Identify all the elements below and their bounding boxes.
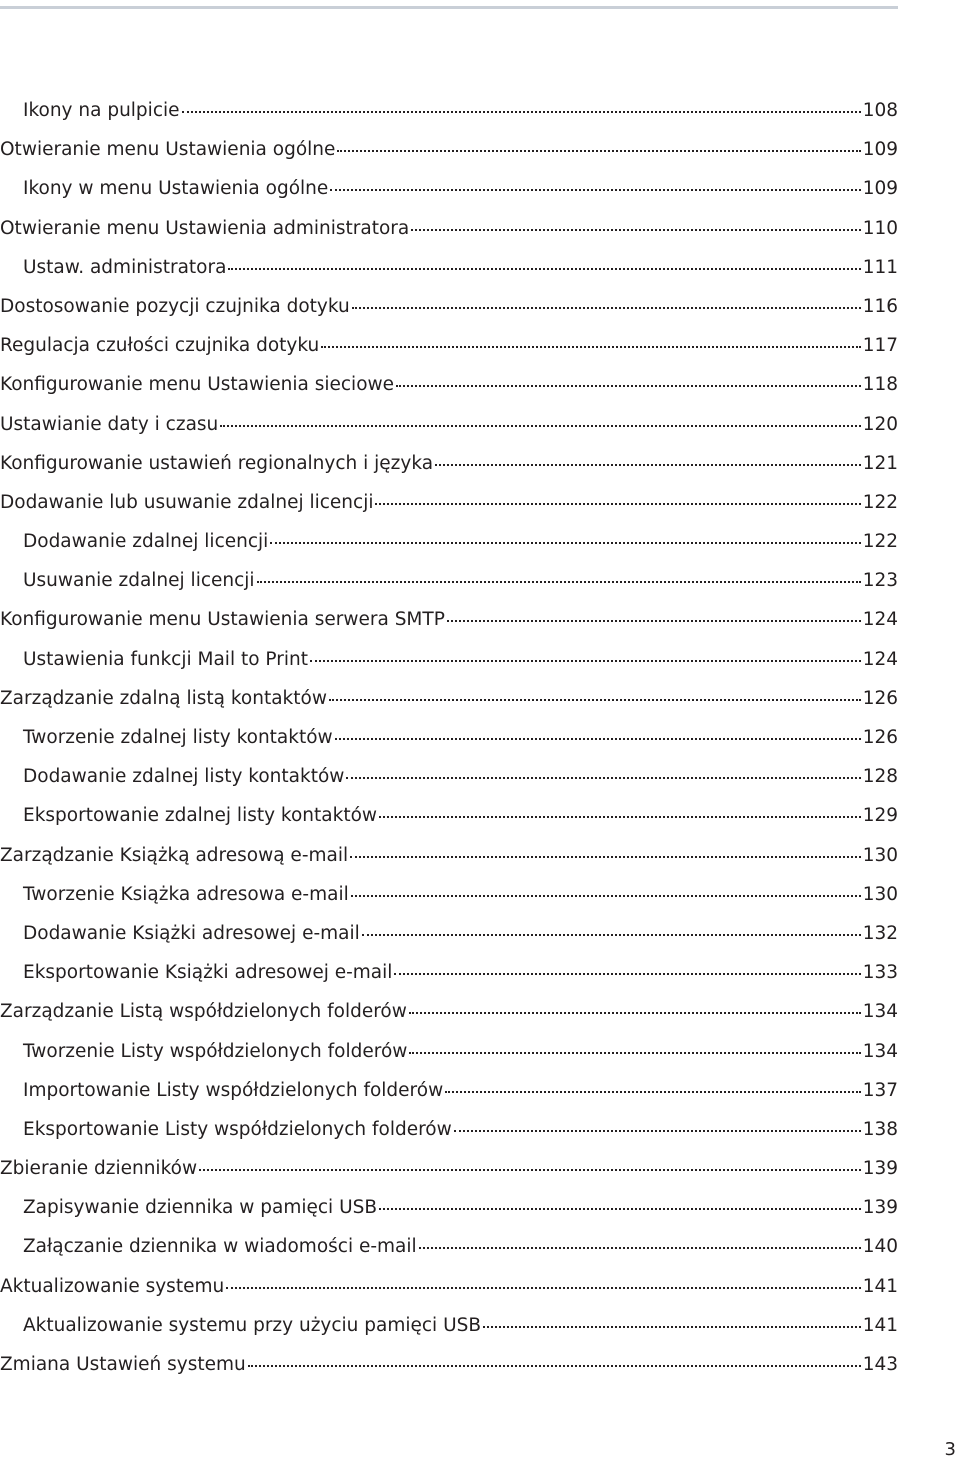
toc-entry-page: 132 [862,922,898,944]
toc-entry-page: 109 [862,139,898,161]
toc-entry-page: 133 [862,962,898,984]
toc-entry-page: 134 [862,1040,898,1062]
toc-entry[interactable] [0,522,898,561]
toc-entry-title: Konfigurowanie menu Ustawienia sieciowe [0,374,395,396]
toc-entry-title: Eksportowanie zdalnej listy kontaktów [23,805,378,827]
toc-entry-page: 121 [862,452,898,474]
toc-entry-title: Ustawianie daty i czasu [0,413,219,435]
toc-dot-leader [329,698,861,701]
table-of-contents [0,91,898,1384]
toc-entry-title: Zarządzanie Książką adresową e-mail [0,844,349,866]
toc-entry-page: 109 [862,178,898,200]
toc-dot-leader [270,541,860,544]
toc-entry-title: Zmiana Ustawień systemu [0,1354,246,1375]
toc-dot-leader [226,1286,860,1289]
toc-entry-title: Otwieranie menu Ustawienia ogólne [0,139,336,161]
toc-entry-page: 123 [862,570,898,592]
toc-entry[interactable] [0,130,898,169]
toc-entry[interactable] [0,1071,898,1110]
toc-entry[interactable] [0,875,898,914]
toc-dot-leader [419,1246,861,1249]
toc-entry-title: Załączanie dziennika w wiadomości e-mail [23,1236,417,1258]
page-number: 3 [944,1439,956,1460]
toc-dot-leader [483,1325,861,1328]
toc-dot-leader [199,1168,861,1171]
toc-entry-page: 116 [862,295,898,317]
toc-dot-leader [321,345,860,348]
toc-entry[interactable] [0,992,898,1031]
toc-dot-leader [346,776,860,779]
toc-entry[interactable] [0,679,898,718]
toc-entry[interactable] [0,1306,898,1345]
toc-entry-title: Ustaw. administratora [23,256,227,278]
toc-entry-page: 129 [862,805,898,827]
toc-entry-title: Eksportowanie Listy współdzielonych folderów [23,1118,452,1140]
toc-entry[interactable] [0,836,898,875]
toc-dot-leader [375,502,860,505]
toc-entry[interactable] [0,483,898,522]
toc-entry-page: 124 [862,648,898,670]
toc-entry[interactable] [0,914,898,953]
toc-entry[interactable] [0,209,898,248]
toc-entry[interactable] [0,326,898,365]
toc-dot-leader [220,424,860,427]
toc-entry-title: Konfigurowanie menu Ustawienia serwera SMTP [0,609,445,631]
toc-entry[interactable] [0,444,898,483]
toc-entry-page: 143 [862,1354,898,1375]
toc-dot-leader [257,580,861,583]
toc-entry-title: Zapisywanie dziennika w pamięci USB [23,1197,378,1219]
toc-entry-title: Tworzenie Listy współdzielonych folderów [23,1040,408,1062]
toc-entry-title: Usuwanie zdalnej licencji [23,570,255,592]
toc-entry-title: Tworzenie Książka adresowa e-mail [23,883,349,905]
toc-entry[interactable] [0,365,898,404]
toc-dot-leader [310,659,861,662]
toc-entry-page: 110 [862,217,898,239]
toc-entry[interactable] [0,953,898,992]
toc-entry-page: 130 [862,883,898,905]
toc-entry-title: Ustawienia funkcji Mail to Print [23,648,308,670]
toc-entry-title: Dodawanie lub usuwanie zdalnej licencji [0,491,374,513]
toc-dot-leader [330,188,860,191]
toc-entry[interactable] [0,640,898,679]
toc-entry[interactable] [0,718,898,757]
toc-entry-title: Zbieranie dzienników [0,1158,198,1180]
toc-dot-leader [351,894,861,897]
toc-entry-title: Dodawanie Książki adresowej e-mail [23,922,360,944]
toc-dot-leader [379,815,861,818]
toc-entry-page: 120 [862,413,898,435]
toc-entry-page: 130 [862,844,898,866]
toc-dot-leader [445,1090,860,1093]
toc-dot-leader [411,228,860,231]
toc-dot-leader [335,737,861,740]
toc-dot-leader [337,149,860,152]
toc-entry-title: Dodawanie zdalnej licencji [23,531,269,553]
toc-entry-page: 128 [862,766,898,788]
toc-dot-leader [352,306,861,309]
toc-entry[interactable] [0,757,898,796]
toc-dot-leader [182,110,861,113]
toc-entry[interactable] [0,91,898,130]
toc-entry-page: 124 [862,609,898,631]
toc-entry-title: Importowanie Listy współdzielonych folderów [23,1079,444,1101]
toc-entry-page: 111 [862,256,898,278]
toc-entry-title: Otwieranie menu Ustawienia administratora [0,217,410,239]
toc-entry-title: Dostosowanie pozycji czujnika dotyku [0,295,350,317]
toc-dot-leader [350,855,861,858]
toc-entry-title: Zarządzanie Listą współdzielonych folderów [0,1001,407,1023]
toc-entry-title: Tworzenie zdalnej listy kontaktów [23,727,333,748]
toc-entry-page: 126 [862,727,898,748]
toc-entry-title: Ikony w menu Ustawienia ogólne [23,178,329,200]
toc-entry-page: 138 [862,1118,898,1140]
toc-entry[interactable] [0,561,898,600]
toc-entry[interactable] [0,248,898,287]
toc-entry[interactable] [0,287,898,326]
toc-entry[interactable] [0,405,898,444]
toc-dot-leader [362,933,861,936]
toc-dot-leader [435,463,861,466]
toc-entry-page: 134 [862,1001,898,1023]
toc-entry-page: 140 [862,1236,898,1258]
toc-dot-leader [379,1207,861,1210]
toc-dot-leader [394,972,860,975]
toc-entry[interactable] [0,1149,898,1188]
toc-entry[interactable] [0,1227,898,1266]
toc-entry[interactable] [0,169,898,208]
toc-entry[interactable] [0,1032,898,1071]
toc-entry-title: Aktualizowanie systemu [0,1275,225,1297]
toc-entry[interactable] [0,1110,898,1149]
toc-entry-page: 118 [862,374,898,396]
toc-entry-page: 139 [862,1158,898,1180]
toc-entry-page: 137 [862,1079,898,1101]
toc-entry[interactable] [0,1267,898,1306]
toc-entry[interactable] [0,796,898,835]
toc-dot-leader [454,1129,861,1132]
toc-entry-page: 126 [862,687,898,709]
toc-entry-title: Aktualizowanie systemu przy użyciu pamięci USB [23,1314,482,1336]
toc-dot-leader [447,619,861,622]
toc-dot-leader [409,1051,860,1054]
toc-entry-title: Ikony na pulpicie [23,100,180,121]
toc-entry-page: 122 [862,491,898,513]
toc-entry-title: Regulacja czułości czujnika dotyku [0,335,320,357]
toc-entry-page: 141 [862,1275,898,1297]
toc-entry[interactable] [0,1188,898,1227]
toc-entry-page: 122 [862,531,898,553]
toc-entry-title: Dodawanie zdalnej listy kontaktów [23,766,345,788]
toc-dot-leader [409,1011,861,1014]
toc-dot-leader [228,267,860,270]
toc-entry-title: Zarządzanie zdalną listą kontaktów [0,687,327,709]
toc-dot-leader [248,1364,861,1367]
toc-entry-title: Konfigurowanie ustawień regionalnych i języka [0,452,434,474]
toc-entry-page: 108 [862,100,898,121]
toc-entry-page: 139 [862,1197,898,1219]
toc-entry-title: Eksportowanie Książki adresowej e-mail [23,962,393,984]
toc-entry-page: 141 [862,1314,898,1336]
toc-entry-page: 117 [862,335,898,357]
toc-dot-leader [396,384,861,387]
toc-entry[interactable] [0,600,898,639]
header-rule [0,6,898,9]
toc-entry[interactable] [0,1345,898,1384]
